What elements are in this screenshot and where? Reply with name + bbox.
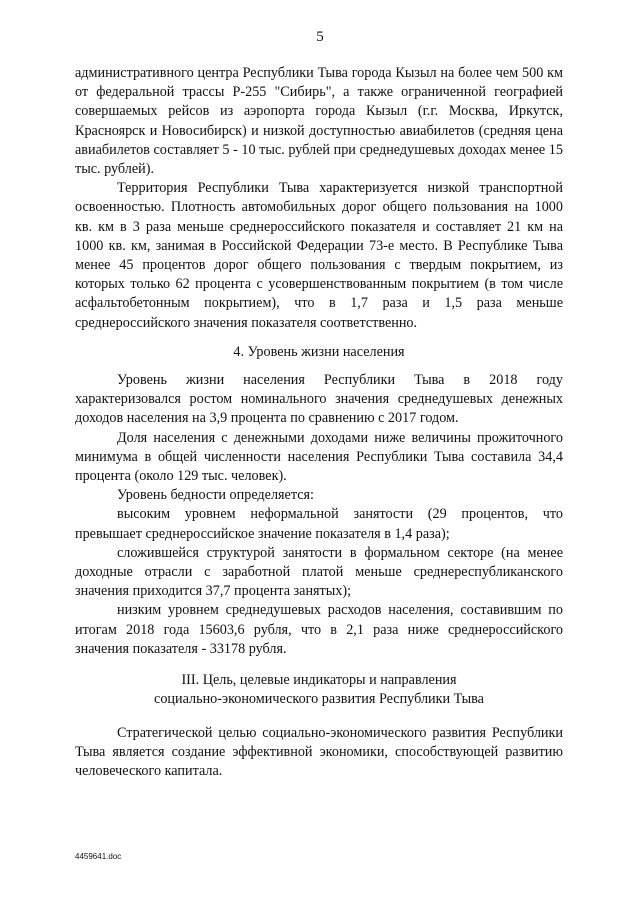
body-paragraph: административного центра Республики Тыва города Кызыл на более чем 500 км от федеральной трассы Р-255 "Сибирь", а также ограниченной географией совершаемых рейсов из аэропорта города Кызыл (г.г. Москва, Иркутск, Красноярск и Новосибирск) и низкой доступностью авиабилетов (средняя цена авиабилетов составляет 5 - 10 тыс. рублей при среднедушевых доходах менее 15 тыс. рублей). [75, 65, 563, 178]
document-body [75, 64, 563, 781]
body-paragraph: Доля населения с денежными доходами ниже величины прожиточного минимума в общей численности населения Республики Тыва составила 34,4 процента (около 129 тыс. человек). [75, 429, 563, 485]
page-number: 5 [316, 29, 324, 45]
body-paragraph: Уровень бедности определяется: [117, 487, 314, 504]
section-heading-living-standard: 4. Уровень жизни населения [233, 343, 405, 360]
list-item: сложившейся структурой занятости в формальном секторе (на менее доходные отрасли с заработной платой меньше среднереспубликанского значения приходится 37,7 процента занятых); [75, 544, 563, 600]
body-paragraph: Территория Республики Тыва характеризуется низкой транспортной освоенностью. Плотность автомобильных дорог общего пользования на 1000 кв. км в 3 раза меньше среднероссийского показателя и составляет 21 км на 1000 кв. км, занимая в Российской Федерации 73-е место. В Республике Тыва менее 45 процентов дорог общего пользования с твердым покрытием, из которых только 62 процента с усовершенствованным покрытием (в том числе асфальтобетонным покрытием), что в 1,7 раза и 1,5 раза меньше среднероссийского значения показателя соответственно. [75, 180, 563, 331]
body-paragraph: Уровень жизни населения Республики Тыва в 2018 году характеризовался ростом номинального значения среднедушевых денежных доходов населения на 3,9 процента по сравнению с 2017 годом. [75, 372, 563, 427]
section-heading-goals [75, 671, 563, 709]
list-item: высоким уровнем неформальной занятости (29 процентов, что превышает среднероссийское значение показателя в 1,4 раза); [75, 506, 563, 542]
body-paragraph: Стратегической целью социально-экономического развития Республики Тыва является создание эффективной экономики, способствующей развитию человеческого капитала. [75, 724, 563, 779]
section-heading-line: социально-экономического развития Республики Тыва [154, 691, 484, 708]
list-item: низким уровнем среднедушевых расходов населения, составившим по итогам 2018 года 15603,6 рубля, что в 2,1 раза ниже среднероссийского значения показателя - 33178 рубля. [75, 602, 563, 657]
section-heading-line: III. Цель, целевые индикаторы и направления [181, 672, 457, 689]
document-footer-id: 4459641.doc [75, 852, 122, 861]
